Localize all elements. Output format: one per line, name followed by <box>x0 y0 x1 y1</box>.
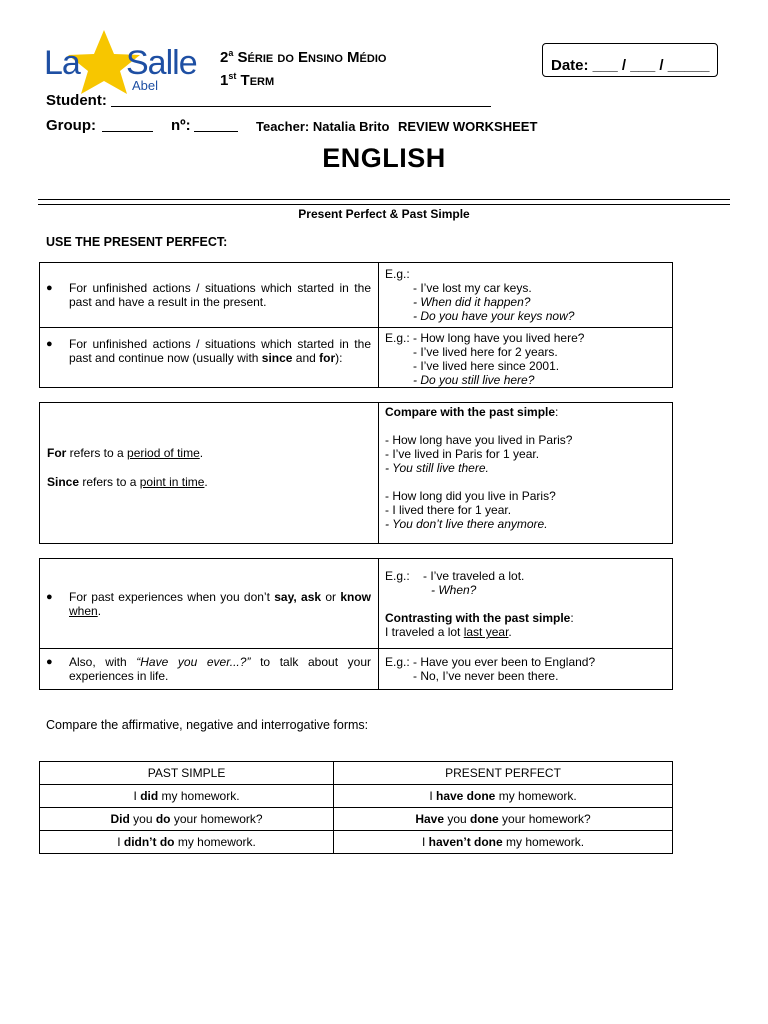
usage-row-1-example: E.g.: - I’ve lost my car keys. - When did it happen? - Do you have your keys now? <box>385 267 575 323</box>
column-header: PAST SIMPLE <box>40 762 334 785</box>
past-simple-comparison: Compare with the past simple: - How long have you lived in Paris? - I’ve lived in Paris for 1 year. - You still live there. - How long did you live in Paris? - I lived there for 1 year. - You don’t live there anymore. <box>385 405 573 531</box>
group-line[interactable] <box>102 131 153 132</box>
column-divider <box>378 263 379 387</box>
logo-text-la: La <box>44 44 80 82</box>
series-info <box>220 44 386 90</box>
table-header-row <box>40 762 673 785</box>
table-cell: I haven’t done my homework. <box>334 831 673 854</box>
number-line[interactable] <box>194 131 238 132</box>
usage-table-1 <box>39 262 673 388</box>
column-header: PRESENT PERFECT <box>334 762 673 785</box>
series-text: Série do Ensino Médio <box>237 49 387 66</box>
number-label: nº: <box>171 117 191 134</box>
experiences-row-1-example: E.g.: - I’ve traveled a lot. - When? Contrasting with the past simple: I traveled a lot last year. <box>385 569 574 639</box>
school-logo <box>44 28 209 94</box>
series-line: 2$^a$ Série do Ensino Médio <box>220 48 387 66</box>
divider <box>38 199 730 200</box>
experiences-table <box>39 558 673 690</box>
table-cell: Have you done your homework? <box>334 808 673 831</box>
usage-row-1-desc: ● For unfinished actions / situations which started in the past and have a result in the present. <box>46 281 371 309</box>
bullet-icon: ● <box>46 282 53 294</box>
row-divider <box>40 327 672 328</box>
table-row <box>40 831 673 854</box>
student-name-line[interactable] <box>111 106 491 107</box>
row-divider <box>40 648 672 649</box>
usage-row-2-example: E.g.: - How long have you lived here? - I’ve lived here for 2 years. - I’ve lived here since 2001. - Do you still live here? <box>385 331 585 387</box>
column-divider <box>378 559 379 689</box>
page-subtitle: Present Perfect & Past Simple <box>298 207 470 221</box>
teacher-name: Teacher: Natalia Brito <box>256 119 390 134</box>
table-cell: Did you do your homework? <box>40 808 334 831</box>
divider <box>38 204 730 205</box>
bullet-icon: ● <box>46 591 53 603</box>
for-explanation: For refers to a period of time. <box>47 446 204 460</box>
column-divider <box>378 403 379 543</box>
compare-instruction: Compare the affirmative, negative and interrogative forms: <box>46 718 369 732</box>
section-heading: USE THE PRESENT PERFECT: <box>46 235 228 249</box>
since-explanation: Since refers to a point in time. <box>47 475 208 489</box>
experiences-row-2-desc: ● Also, with “Have you ever...?” to talk about your experiences in life. <box>46 655 371 683</box>
table-cell: I didn’t do my homework. <box>40 831 334 854</box>
usage-row-2-desc: ● For unfinished actions / situations which started in the past and continue now (usually with since and for): <box>46 337 371 365</box>
experiences-row-2-example: E.g.: - Have you ever been to England? - No, I’ve never been there. <box>385 655 596 683</box>
worksheet-type: REVIEW WORKSHEET <box>398 119 538 134</box>
term-line: 1st Term <box>220 71 275 89</box>
forms-comparison-table <box>39 761 673 854</box>
bullet-icon: ● <box>46 656 53 668</box>
page-title: ENGLISH <box>322 143 446 173</box>
table-cell: I did my homework. <box>40 785 334 808</box>
bullet-icon: ● <box>46 338 53 350</box>
table-row <box>40 808 673 831</box>
table-row <box>40 785 673 808</box>
student-label: Student: <box>46 92 107 109</box>
date-field[interactable]: Date: ___ / ___ / _____ <box>542 43 718 77</box>
experiences-row-1-desc: ● For past experiences when you don’t say, ask or know when. <box>46 590 371 618</box>
term-text: Term <box>240 72 275 89</box>
table-cell: I have done my homework. <box>334 785 673 808</box>
for-since-table <box>39 402 673 544</box>
group-label: Group: <box>46 117 96 134</box>
logo-sub-text: Abel <box>132 78 159 93</box>
logo-text-salle: Salle <box>126 44 197 82</box>
